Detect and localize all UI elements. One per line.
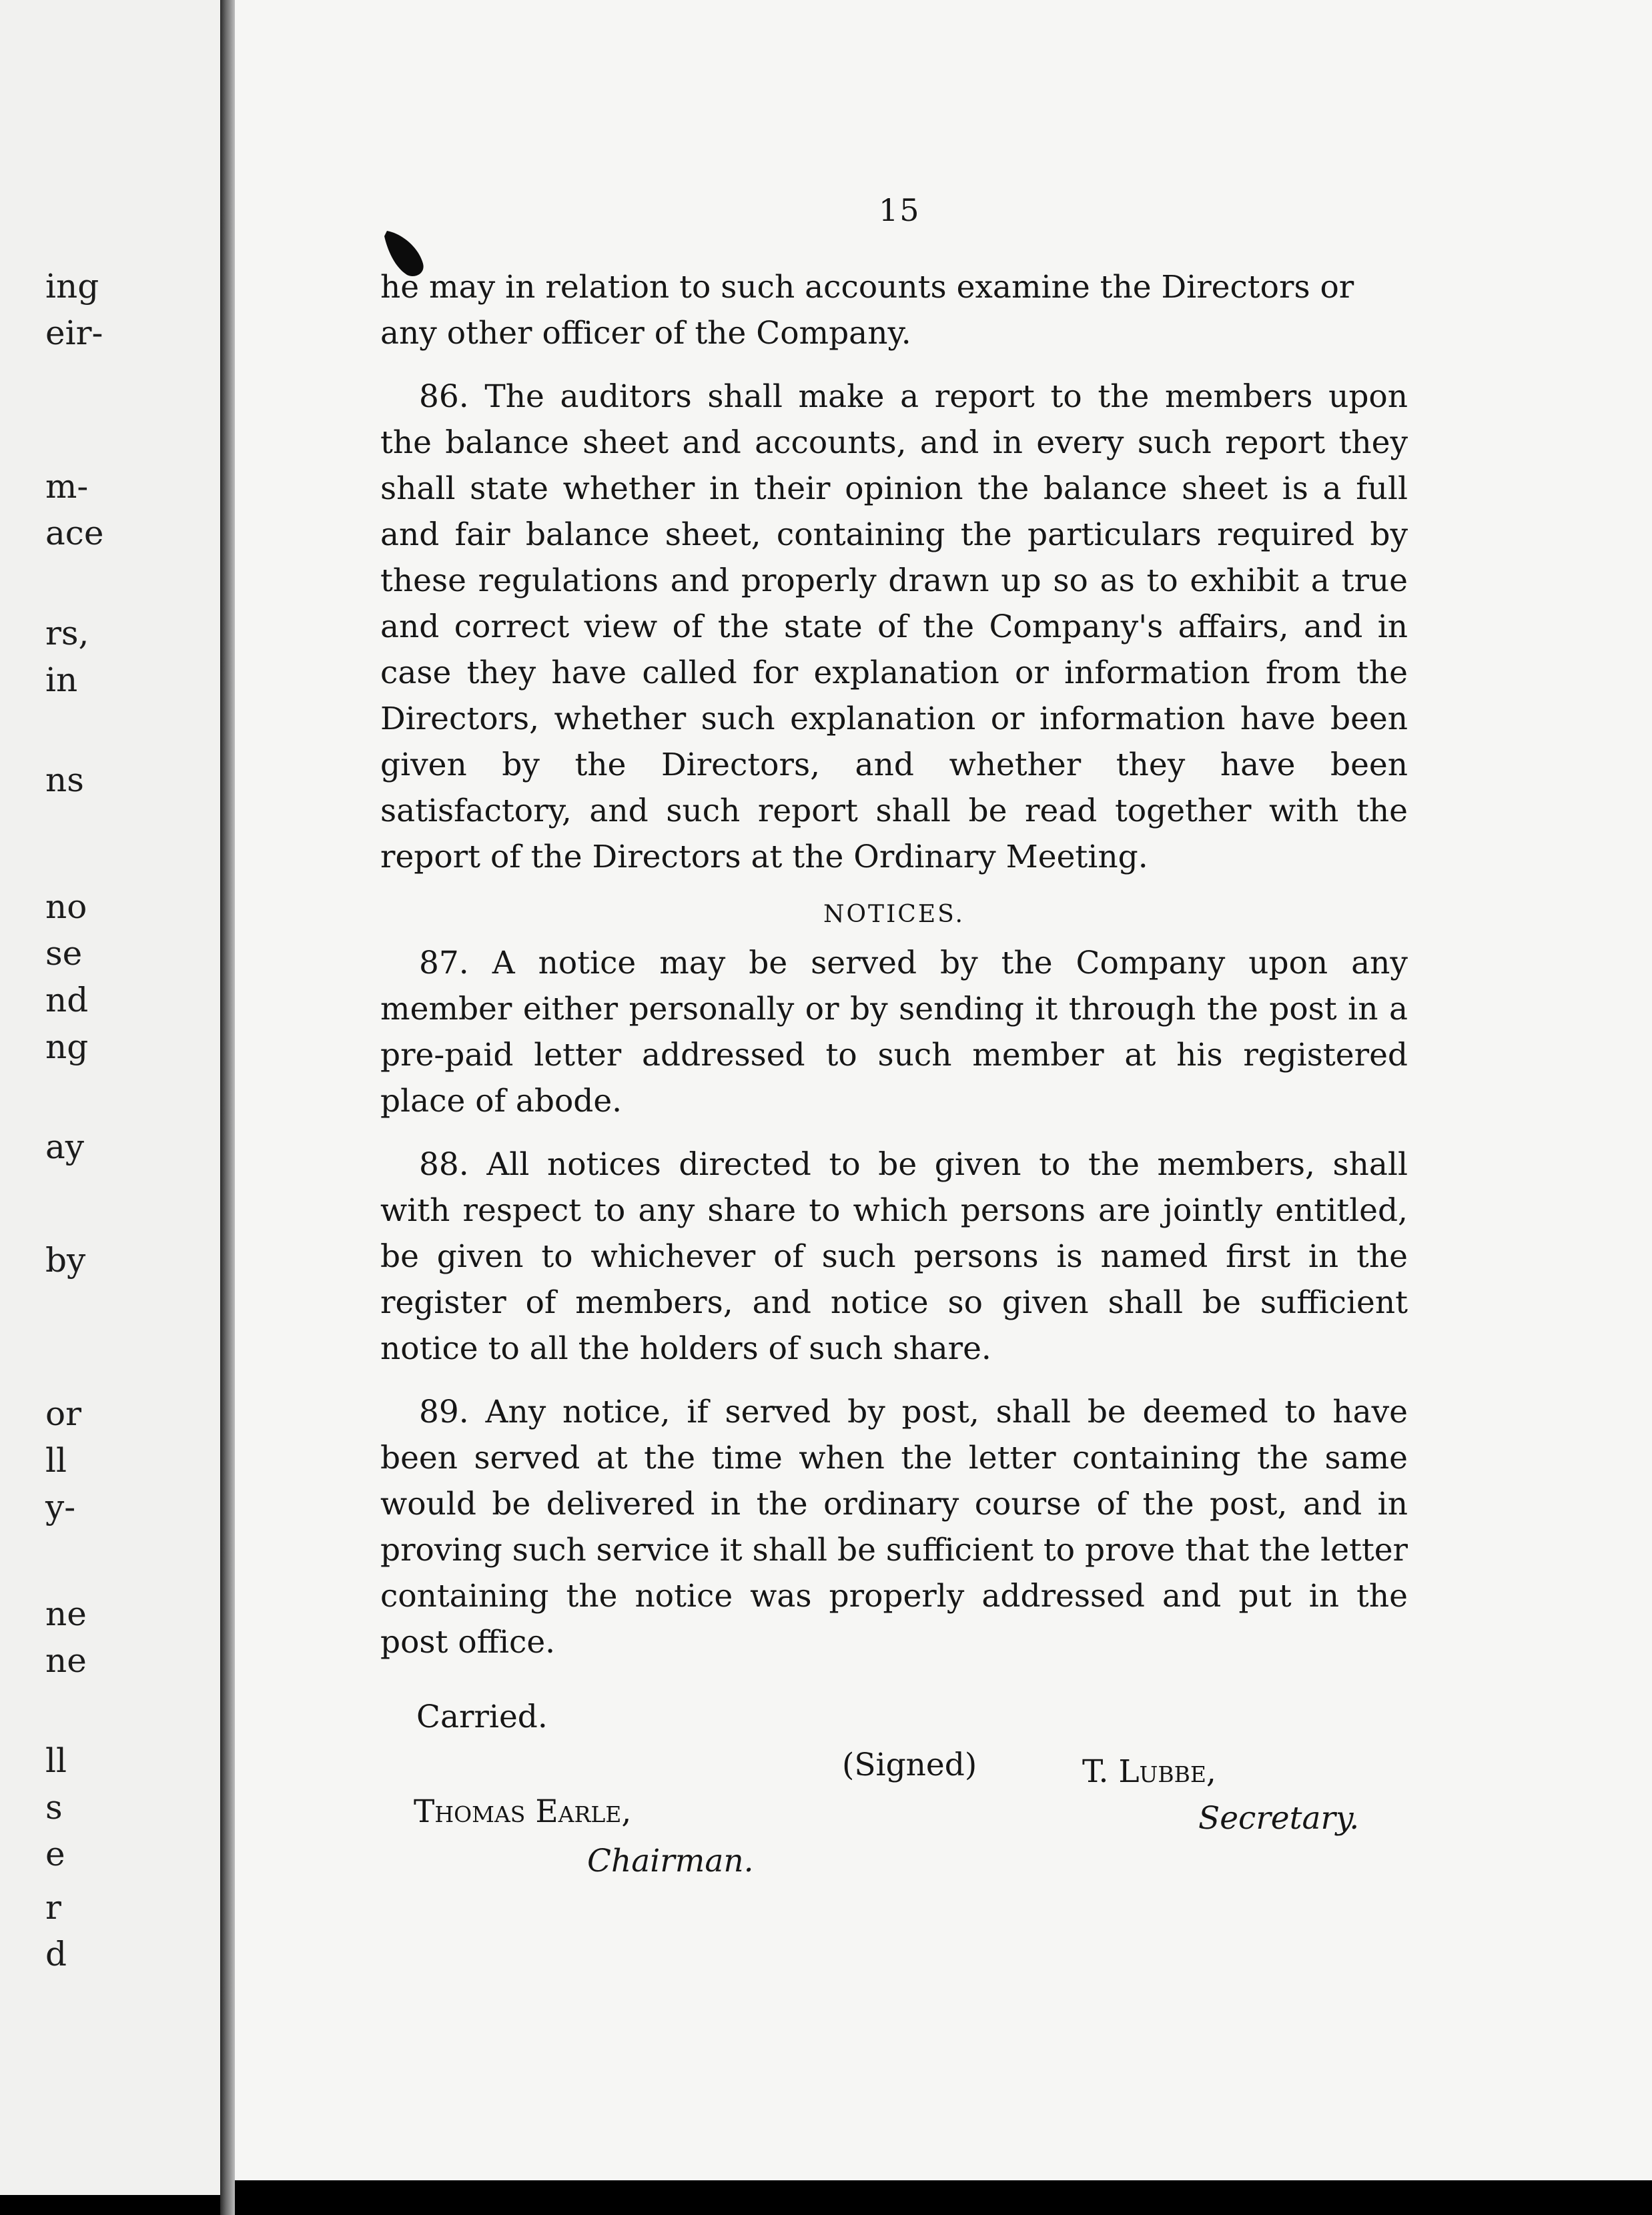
document-page — [235, 0, 1652, 2180]
previous-page-fragment: ace — [45, 514, 104, 552]
paragraph-87: 87. A notice may be served by the Company upon any member either personally or by sending it through the post in a pre-paid letter addressed to such member at his registered place of abode. — [380, 945, 1408, 1120]
previous-page-fragment: rs, — [45, 614, 89, 652]
previous-page-fragment: ns — [45, 761, 84, 799]
previous-page-fragment: by — [45, 1241, 86, 1280]
section-heading-notices: NOTICES. — [823, 901, 965, 928]
binding-gutter — [220, 0, 235, 2215]
opening-line-1: he may in relation to such accounts examine the Directors or — [380, 269, 1354, 306]
paragraph-88: 88. All notices directed to be given to the members, shall with respect to any share to which persons are jointly entitled, be given to whichever of such persons is named first in the register of members, and notice so given shall be sufficient notice to all the holders of such share. — [380, 1146, 1408, 1367]
previous-page-fragment: ll — [45, 1741, 67, 1780]
secretary-title: Secretary. — [1198, 1800, 1360, 1837]
opening-line-2: any other officer of the Company. — [380, 315, 911, 352]
previous-page-fragment: eir- — [45, 314, 103, 352]
previous-page-fragment: ne — [45, 1641, 87, 1680]
previous-page-fragment: in — [45, 660, 78, 699]
previous-page-fragment: ng — [45, 1027, 89, 1066]
signed-label: (Signed) — [842, 1747, 977, 1783]
previous-page-fragment: ll — [45, 1441, 67, 1480]
previous-page-fragment: or — [45, 1394, 82, 1433]
chairman-title: Chairman. — [587, 1843, 754, 1879]
previous-page-fragment: m- — [45, 467, 89, 506]
chairman-name: Thomas Earle, — [414, 1793, 632, 1830]
page-number: 15 — [879, 192, 921, 228]
previous-page-fragment: e — [45, 1835, 65, 1873]
carried-label: Carried. — [416, 1699, 548, 1735]
previous-page-fragment: ne — [45, 1595, 87, 1633]
previous-page-edge — [0, 0, 224, 2195]
previous-page-fragment: ay — [45, 1128, 85, 1166]
previous-page-fragment: no — [45, 887, 87, 926]
previous-page-fragment: r — [45, 1888, 61, 1927]
previous-page-fragment: se — [45, 934, 83, 973]
previous-page-fragment: y- — [45, 1488, 76, 1526]
paragraph-86: 86. The auditors shall make a report to the members upon the balance sheet and accounts, and in every such report they shall state whether in their opinion the balance sheet is a full and fair balance sheet, containing the particulars required by these regulations and properly drawn up so as to exhibit a true and correct view of the state of the Company's affairs, and in case they have called for explanation or information from the Directors, whether such explanation or information have been given by the Directors, and whether they have been satisfactory, and such report shall be read together with the report of the Directors at the Ordinary Meeting. — [380, 378, 1408, 875]
secretary-name: T. Lubbe, — [1082, 1753, 1216, 1790]
body-text — [380, 264, 1408, 1665]
previous-page-fragment: d — [45, 1935, 67, 1973]
previous-page-fragment: nd — [45, 981, 89, 1019]
paragraph-89: 89. Any notice, if served by post, shall be deemed to have been served at the time when the letter containing the same would be delivered in the ordinary course of the post, and in proving such service it shall be sufficient to prove that the letter containing the notice was properly addressed and put in the post office. — [380, 1394, 1408, 1661]
previous-page-fragment: s — [45, 1788, 63, 1827]
previous-page-fragment: ing — [45, 267, 99, 306]
